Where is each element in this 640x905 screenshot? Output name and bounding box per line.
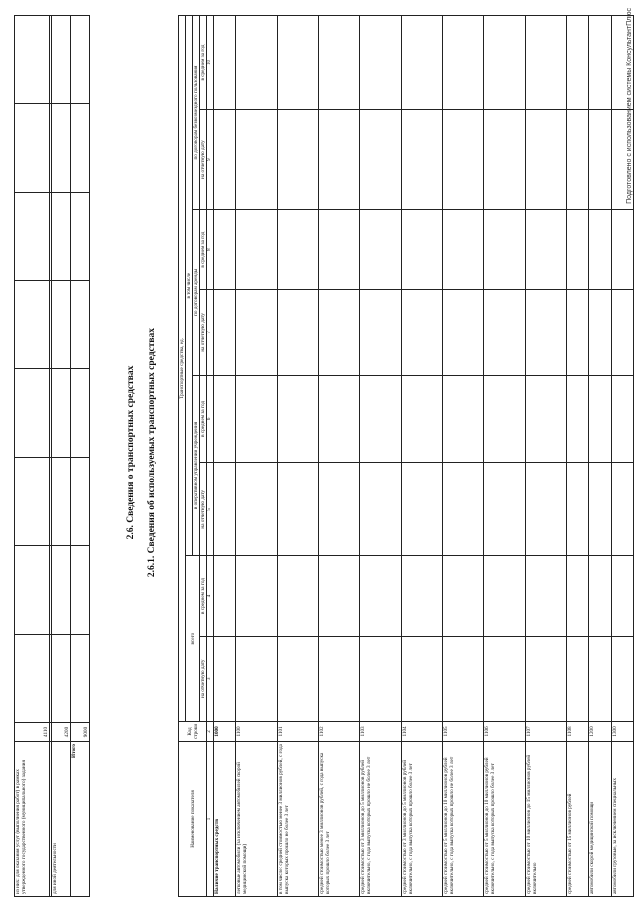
value-cell[interactable] [484,16,525,110]
table-row [401,16,442,897]
row-code: 1000 [214,721,236,741]
value-cell[interactable] [567,290,589,375]
row-code: 1200 [589,721,611,741]
value-cell[interactable] [277,110,318,210]
top-value-cell [52,192,71,280]
row-code: 1106 [484,721,525,741]
value-cell[interactable] [611,110,633,210]
top-value-cell [15,369,50,457]
table-row [525,16,566,897]
top-value-cell [71,634,90,722]
top-value-cell [71,369,90,457]
value-cell[interactable] [589,210,611,290]
col-header-code: Код строки [179,721,207,741]
table-row [236,16,277,897]
table-row [277,16,318,897]
table-row [484,16,525,897]
value-cell[interactable] [401,636,442,721]
col-header-transport: Транспортные средства, ед. [179,16,186,722]
col-header-on-date: на отчетную дату [200,290,207,375]
value-cell[interactable] [236,556,277,636]
row-code: 1104 [401,721,442,741]
top-value-cell [15,546,50,634]
value-cell[interactable] [567,375,589,463]
column-number: 10 [207,16,214,110]
value-cell[interactable] [236,210,277,290]
top-value-cell [15,634,50,722]
value-cell[interactable] [401,110,442,210]
value-cell[interactable] [611,375,633,463]
value-cell[interactable] [611,210,633,290]
col-header-on-date: на отчетную дату [200,110,207,210]
top-table-row [52,16,71,897]
top-value-cell [52,281,71,369]
value-cell[interactable] [589,290,611,375]
value-cell[interactable] [484,110,525,210]
top-value-cell [52,634,71,722]
value-cell[interactable] [443,210,484,290]
col-header-total: всего [186,556,200,721]
row-label: средней стоимостью от 5 миллионов до 10 миллионов рублей включительно, с года выпуска которых прошло более 3 лет [484,742,525,897]
top-value-cell [15,104,50,192]
column-number: 6 [207,375,214,463]
value-cell[interactable] [360,210,401,290]
value-cell[interactable] [318,290,359,375]
value-cell[interactable] [214,110,236,210]
top-value-cell [52,369,71,457]
value-cell[interactable] [567,110,589,210]
row-label: средней стоимостью от 15 миллионов рублей [567,742,589,897]
value-cell[interactable] [360,110,401,210]
col-header-on-date: на отчетную дату [200,636,207,721]
value-cell[interactable] [214,210,236,290]
value-cell[interactable] [401,463,442,556]
row-label: Наличие транспортных средств [214,742,236,897]
value-cell[interactable] [401,290,442,375]
value-cell[interactable] [611,290,633,375]
row-label: средней стоимостью от 10 миллионов до 15 миллионов рублей включительно [525,742,566,897]
top-value-cell [15,457,50,545]
value-cell[interactable] [236,110,277,210]
value-cell[interactable] [611,636,633,721]
row-code: 1108 [567,721,589,741]
value-cell[interactable] [214,636,236,721]
top-value-cell [71,104,90,192]
value-cell[interactable] [611,16,633,110]
value-cell[interactable] [401,375,442,463]
value-cell[interactable] [214,375,236,463]
value-cell[interactable] [236,636,277,721]
value-cell[interactable] [484,463,525,556]
table-row [611,16,633,897]
value-cell[interactable] [277,16,318,110]
row-label: средней стоимостью менее 3 миллионов рублей, с года выпуска которых прошло более 3 лет [318,742,359,897]
value-cell[interactable] [214,556,236,636]
col-header-avg-year: в среднем за год [200,16,207,110]
top-value-cell [15,281,50,369]
value-cell[interactable] [236,463,277,556]
top-row-label: Итого [71,742,90,897]
column-number: 1 [207,742,214,897]
col-header-on-date: на отчетную дату [200,463,207,556]
top-value-cell [71,281,90,369]
value-cell[interactable] [611,463,633,556]
top-value-cell [52,104,71,192]
column-number: 7 [207,290,214,375]
col-header-free-use: по договорам безвозмездного пользования [193,16,200,210]
value-cell[interactable] [567,556,589,636]
value-cell[interactable] [318,110,359,210]
value-cell[interactable] [525,210,566,290]
value-cell[interactable] [214,463,236,556]
row-code: 1300 [611,721,633,741]
value-cell[interactable] [525,110,566,210]
col-header-avg-year: в среднем за год [200,375,207,463]
top-value-cell [52,16,71,104]
value-cell[interactable] [589,636,611,721]
top-value-cell [15,192,50,280]
value-cell[interactable] [318,556,359,636]
row-code: 1100 [236,721,277,741]
value-cell[interactable] [277,375,318,463]
section-title: 2.6. Сведения о транспортных средствах [126,365,136,540]
top-value-cell [52,546,71,634]
value-cell[interactable] [589,463,611,556]
table-row [360,16,401,897]
value-cell[interactable] [443,375,484,463]
row-code: 1103 [360,721,401,741]
value-cell[interactable] [484,290,525,375]
value-cell[interactable] [318,636,359,721]
value-cell[interactable] [214,16,236,110]
column-number: 8 [207,210,214,290]
table-row [567,16,589,897]
value-cell[interactable] [611,556,633,636]
value-cell[interactable] [277,636,318,721]
row-code: 1105 [443,721,484,741]
top-table-row [15,16,50,897]
value-cell[interactable] [567,16,589,110]
column-number: 3 [207,636,214,721]
value-cell[interactable] [318,375,359,463]
col-header-operative: в оперативном управлении учреждения [193,375,200,556]
row-label: средней стоимостью от 3 миллионов до 5 миллионов рублей включительно, с года выпуска которых прошло не более 3 лет [360,742,401,897]
top-value-cell [71,16,90,104]
value-cell[interactable] [401,16,442,110]
value-cell[interactable] [318,210,359,290]
row-code: 1101 [277,721,318,741]
transport-table [178,15,634,897]
column-number: 2 [207,721,214,741]
consultant-watermark: Подготовлено с использованием системы КонсультантПлюс [626,8,633,204]
value-cell[interactable] [360,636,401,721]
value-cell[interactable] [567,636,589,721]
col-header-name: Наименование показателя [179,742,207,897]
row-label: автомобили скорой медицинской помощи [589,742,611,897]
value-cell[interactable] [360,556,401,636]
value-cell[interactable] [360,375,401,463]
value-cell[interactable] [525,463,566,556]
column-number: 4 [207,556,214,636]
value-cell[interactable] [236,16,277,110]
value-cell[interactable] [589,556,611,636]
value-cell[interactable] [236,375,277,463]
value-cell[interactable] [525,290,566,375]
value-cell[interactable] [525,375,566,463]
value-cell[interactable] [401,210,442,290]
value-cell[interactable] [277,463,318,556]
value-cell[interactable] [443,16,484,110]
value-cell[interactable] [443,636,484,721]
subsection-title: 2.6.1. Сведения об используемых транспортных средствах [147,327,157,578]
value-cell[interactable] [567,463,589,556]
col-header-incl: в том числе [186,16,193,556]
top-continuation-table [14,15,90,897]
row-label: средней стоимостью от 3 миллионов до 5 миллионов рублей включительно, с года выпуска которых прошло более 3 лет [401,742,442,897]
top-value-cell [52,457,71,545]
column-number-row [207,16,214,897]
value-cell[interactable] [318,463,359,556]
top-row-code: 9000 [71,723,90,742]
value-cell[interactable] [277,210,318,290]
top-value-cell [15,16,50,104]
row-label: автомобили грузовые, за исключением специальных [611,742,633,897]
value-cell[interactable] [589,375,611,463]
table-row [589,16,611,897]
top-value-cell [71,192,90,280]
value-cell[interactable] [525,16,566,110]
row-code: 1107 [525,721,566,741]
value-cell[interactable] [443,463,484,556]
table-row [443,16,484,897]
col-header-avg-year: в среднем за год [200,210,207,290]
row-code: 1102 [318,721,359,741]
top-row-label: из них: для оказания услуг (выполнения работ) в рамках утвержденного государственного (муниципального) задания [15,742,50,897]
value-cell[interactable] [484,556,525,636]
value-cell[interactable] [484,210,525,290]
value-cell[interactable] [443,556,484,636]
top-value-cell [71,546,90,634]
value-cell[interactable] [318,16,359,110]
value-cell[interactable] [443,290,484,375]
value-cell[interactable] [589,16,611,110]
row-label: средней стоимостью от 5 миллионов до 10 миллионов рублей включительно, с года выпуска которых прошло не более 3 лет [443,742,484,897]
top-table-row [71,16,90,897]
top-value-cell [71,457,90,545]
value-cell[interactable] [567,210,589,290]
column-number: 9 [207,110,214,210]
value-cell[interactable] [214,290,236,375]
value-cell[interactable] [589,110,611,210]
table-row [318,16,359,897]
value-cell[interactable] [360,16,401,110]
row-label: в том числе: средней стоимостью менее 3 миллионов рублей, с года выпуска которых прошло не более 3 лет [277,742,318,897]
value-cell[interactable] [401,556,442,636]
value-cell[interactable] [277,556,318,636]
value-cell[interactable] [484,375,525,463]
value-cell[interactable] [525,556,566,636]
value-cell[interactable] [360,290,401,375]
row-label: легковые автомобили (за исключением автомобилей скорой медицинской помощи) [236,742,277,897]
column-number: 5 [207,463,214,556]
value-cell[interactable] [360,463,401,556]
col-header-lease: по договорам аренды [193,210,200,375]
top-row-code: 4200 [52,723,71,742]
value-cell[interactable] [525,636,566,721]
value-cell[interactable] [277,290,318,375]
top-row-code: 4110 [15,723,50,742]
value-cell[interactable] [443,110,484,210]
value-cell[interactable] [484,636,525,721]
col-header-avg-year: в среднем за год [200,556,207,636]
value-cell[interactable] [236,290,277,375]
table-row [214,16,236,897]
top-row-label: для иной деятельности [52,742,71,897]
